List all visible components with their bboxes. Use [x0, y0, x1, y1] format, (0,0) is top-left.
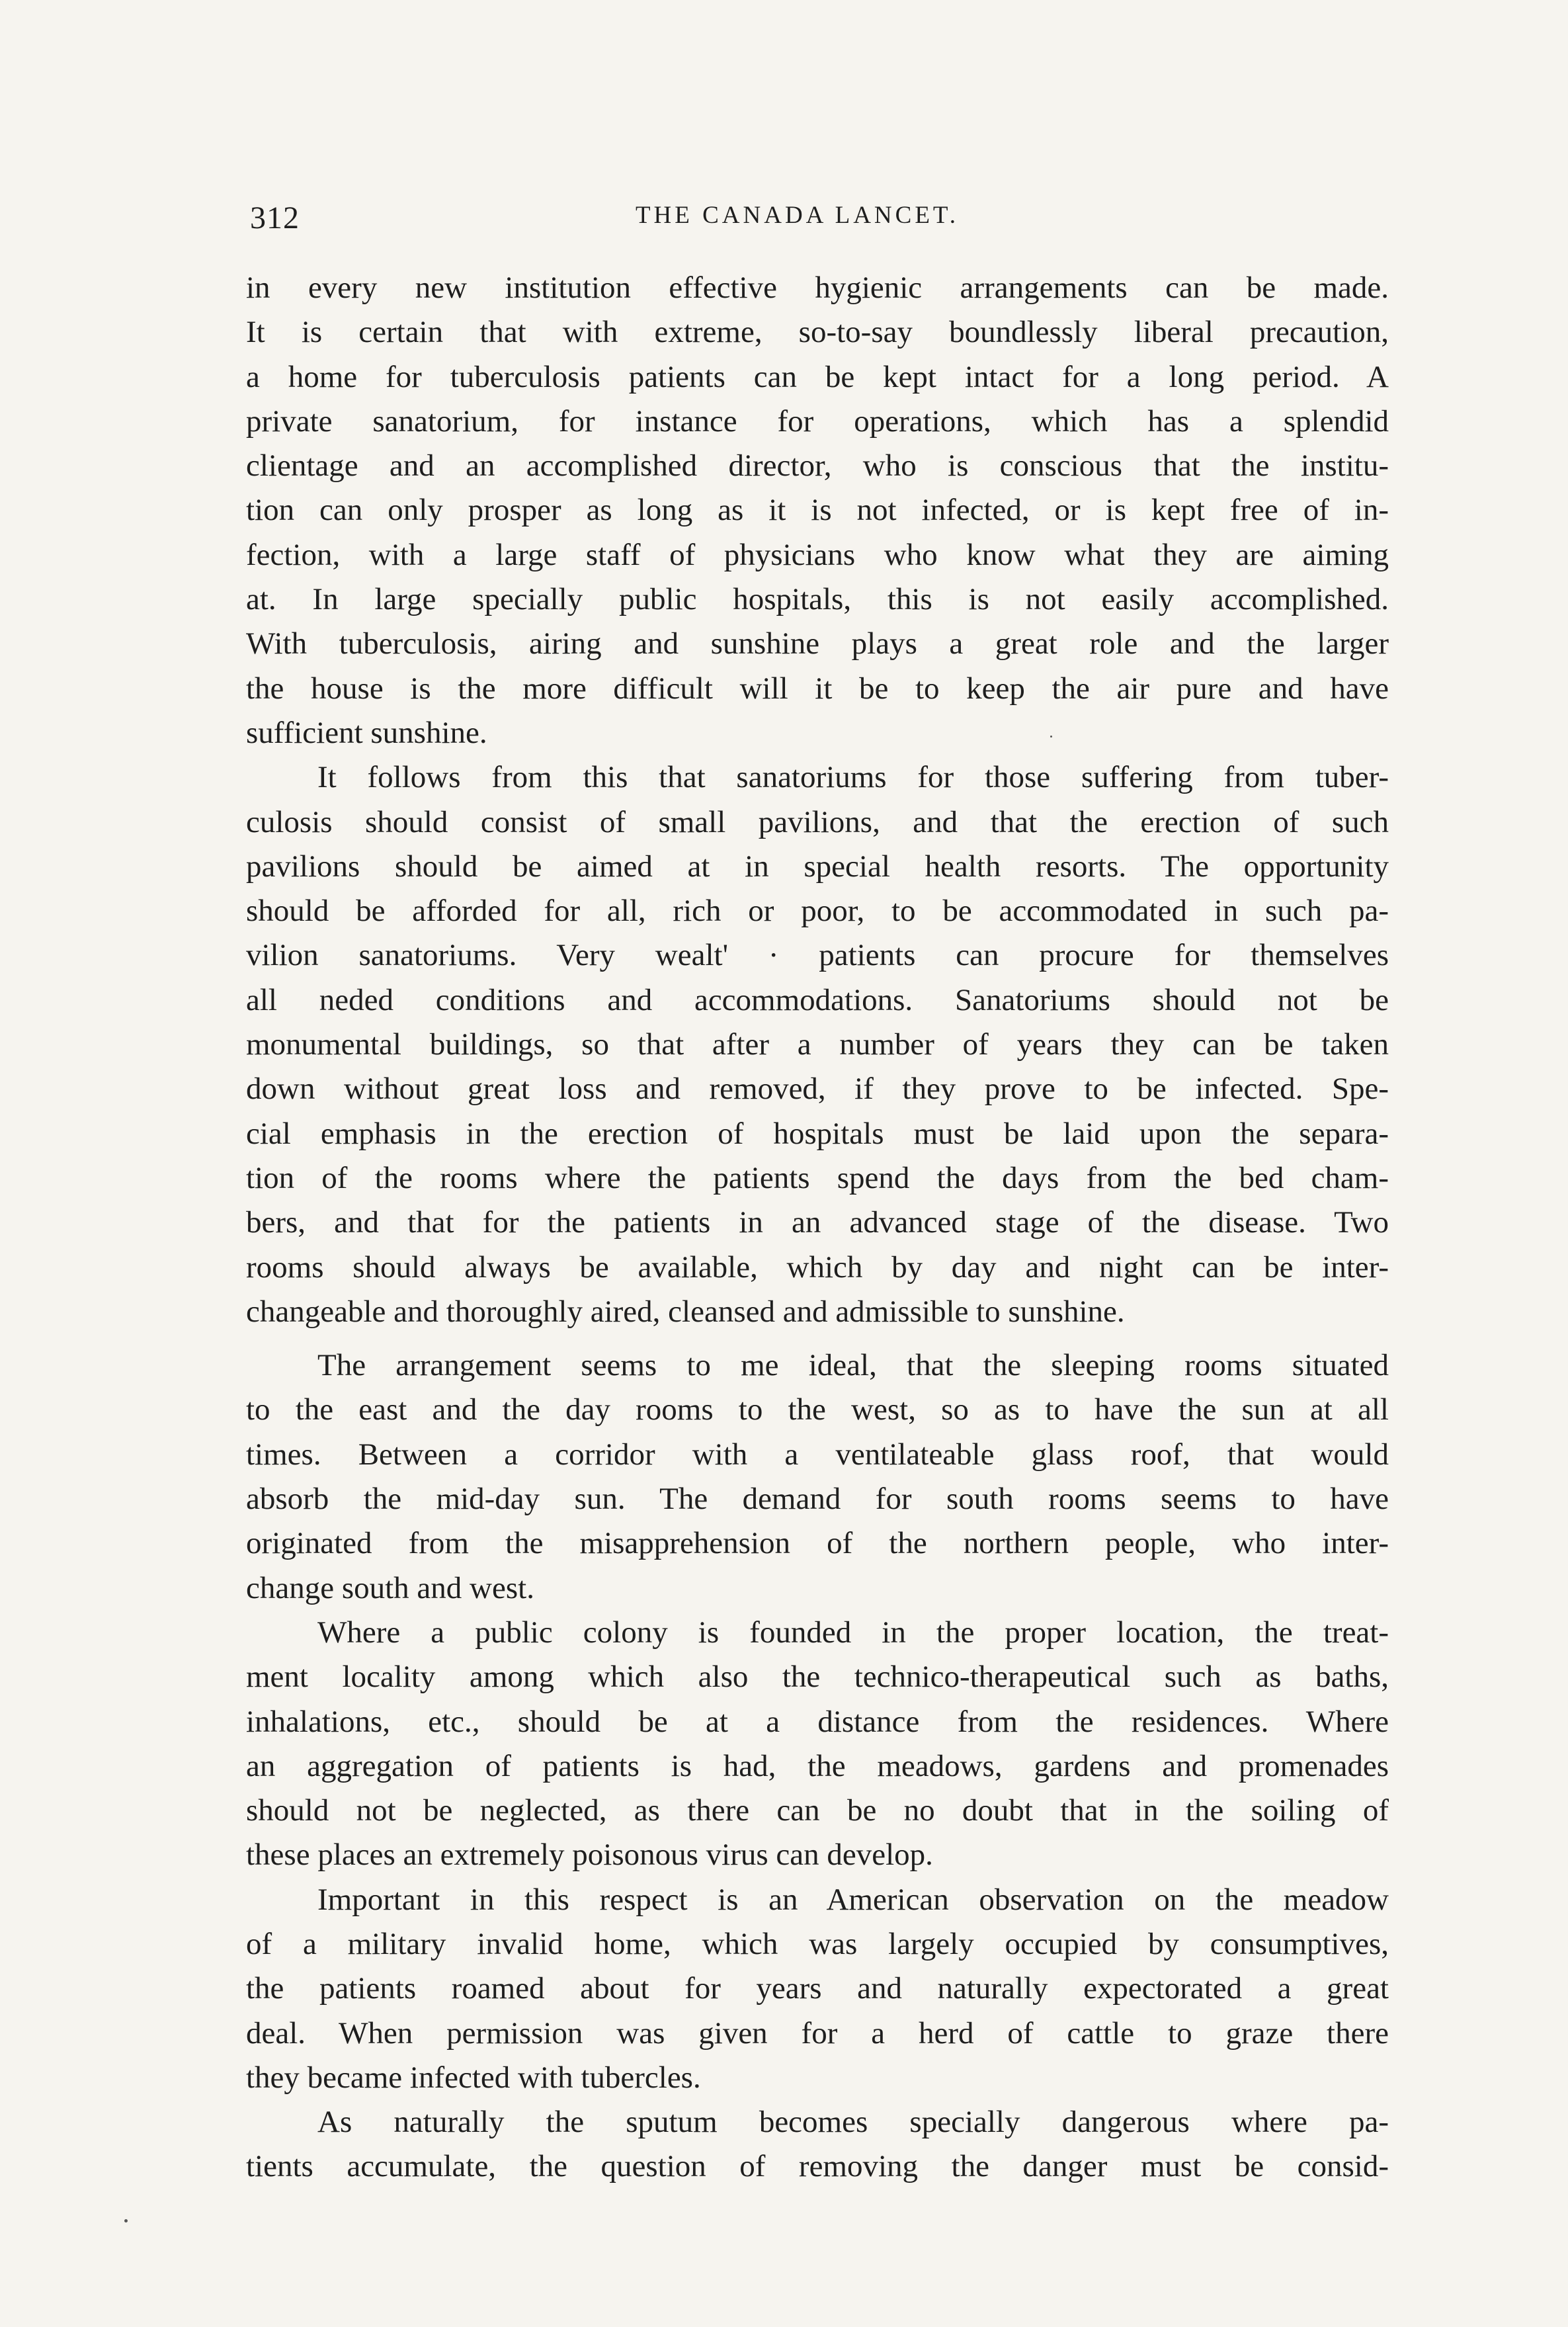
text-line: clientage and an accomplished director, who is conscious that the institu-	[246, 448, 1389, 484]
text-line: private sanatorium, for instance for operations, which has a splendid	[246, 403, 1389, 439]
text-line: inhalations, etc., should be at a distance from the residences. Where	[246, 1704, 1389, 1739]
text-line: should not be neglected, as there can be no doubt that in the soiling of	[246, 1793, 1389, 1828]
text-line: change south and west.	[246, 1570, 534, 1605]
page-number: 312	[250, 200, 300, 235]
text-line: the house is the more difficult will it be to keep the air pure and have	[246, 671, 1389, 706]
text-line: rooms should always be available, which by day and night can be inter-	[246, 1249, 1389, 1285]
paragraph	[246, 2100, 1389, 2189]
text-line: should be afforded for all, rich or poor, to be accommodated in such pa-	[246, 894, 1389, 929]
text-line: monumental buildings, so that after a number of years they can be taken	[246, 1027, 1389, 1062]
text-line: absorb the mid-day sun. The demand for south rooms seems to have	[246, 1482, 1389, 1517]
text-line: bers, and that for the patients in an advanced stage of the disease. Two	[246, 1205, 1389, 1240]
text-line: deal. When permission was given for a herd of cattle to graze there	[246, 2015, 1389, 2051]
paragraph	[246, 1878, 1389, 2100]
text-line: an aggregation of patients is had, the meadows, gardens and promenades	[246, 1748, 1389, 1783]
text-line: tion of the rooms where the patients spend the days from the bed cham-	[246, 1160, 1389, 1195]
ink-speck	[1050, 736, 1052, 738]
text-line: It is certain that with extreme, so-to-say boundlessly liberal precaution,	[246, 315, 1389, 350]
text-line: tients accumulate, the question of removing the danger must be consid-	[246, 2149, 1389, 2184]
text-line: the patients roamed about for years and naturally expectorated a great	[246, 1971, 1389, 2006]
text-line: tion can only prosper as long as it is not infected, or is kept free of in-	[246, 493, 1389, 528]
text-line: originated from the misapprehension of the northern people, who inter-	[246, 1526, 1389, 1561]
text-line: these places an extremely poisonous virus can develop.	[246, 1838, 933, 1873]
text-line: of a military invalid home, which was largely occupied by consumptives,	[246, 1926, 1389, 1961]
text-line: pavilions should be aimed at in special health resorts. The opportunity	[246, 849, 1389, 884]
text-line: all neded conditions and accommodations. Sanatoriums should not be	[246, 982, 1389, 1017]
text-line: culosis should consist of small pavilions, and that the erection of such	[246, 804, 1389, 839]
text-line: to the east and the day rooms to the west, so as to have the sun at all	[246, 1392, 1389, 1427]
paragraph	[246, 1343, 1389, 1611]
text-line: a home for tuberculosis patients can be kept intact for a long period. A	[246, 359, 1389, 394]
text-line: ment locality among which also the technico-therapeutical such as baths,	[246, 1660, 1389, 1695]
text-line: down without great loss and removed, if they prove to be infected. Spe-	[246, 1072, 1389, 1107]
text-line: The arrangement seems to me ideal, that the sleeping rooms situated	[317, 1348, 1389, 1383]
paragraph	[246, 755, 1389, 1334]
text-line: at. In large specially public hospitals, this is not easily accomplished.	[246, 582, 1389, 617]
text-line: Where a public colony is founded in the proper location, the treat-	[317, 1615, 1389, 1650]
text-line: fection, with a large staff of physicians who know what they are aiming	[246, 537, 1389, 572]
body-text	[246, 266, 1389, 2189]
paragraph	[246, 1611, 1389, 1878]
text-line: cial emphasis in the erection of hospitals must be laid upon the separa-	[246, 1116, 1389, 1151]
text-line: vilion sanatoriums. Very wealt' · patients can procure for themselves	[246, 938, 1389, 973]
text-line: sufficient sunshine.	[246, 715, 487, 750]
text-line: in every new institution effective hygienic arrangements can be made.	[246, 271, 1389, 305]
text-line: With tuberculosis, airing and sunshine plays a great role and the larger	[246, 626, 1389, 661]
paragraph-gap	[246, 1334, 1389, 1343]
text-line: changeable and thoroughly aired, cleansed and admissible to sunshine.	[246, 1294, 1125, 1329]
running-head: THE CANADA LANCET.	[635, 202, 960, 229]
text-line: It follows from this that sanatoriums for those suffering from tuber-	[317, 760, 1389, 795]
text-line: they became infected with tubercles.	[246, 2060, 701, 2095]
paragraph	[246, 266, 1389, 755]
text-line: As naturally the sputum becomes specially dangerous where pa-	[317, 2105, 1389, 2140]
text-line: times. Between a corridor with a ventilateable glass roof, that would	[246, 1437, 1389, 1472]
text-line: Important in this respect is an American observation on the meadow	[317, 1882, 1389, 1917]
ink-speck	[124, 2219, 128, 2222]
